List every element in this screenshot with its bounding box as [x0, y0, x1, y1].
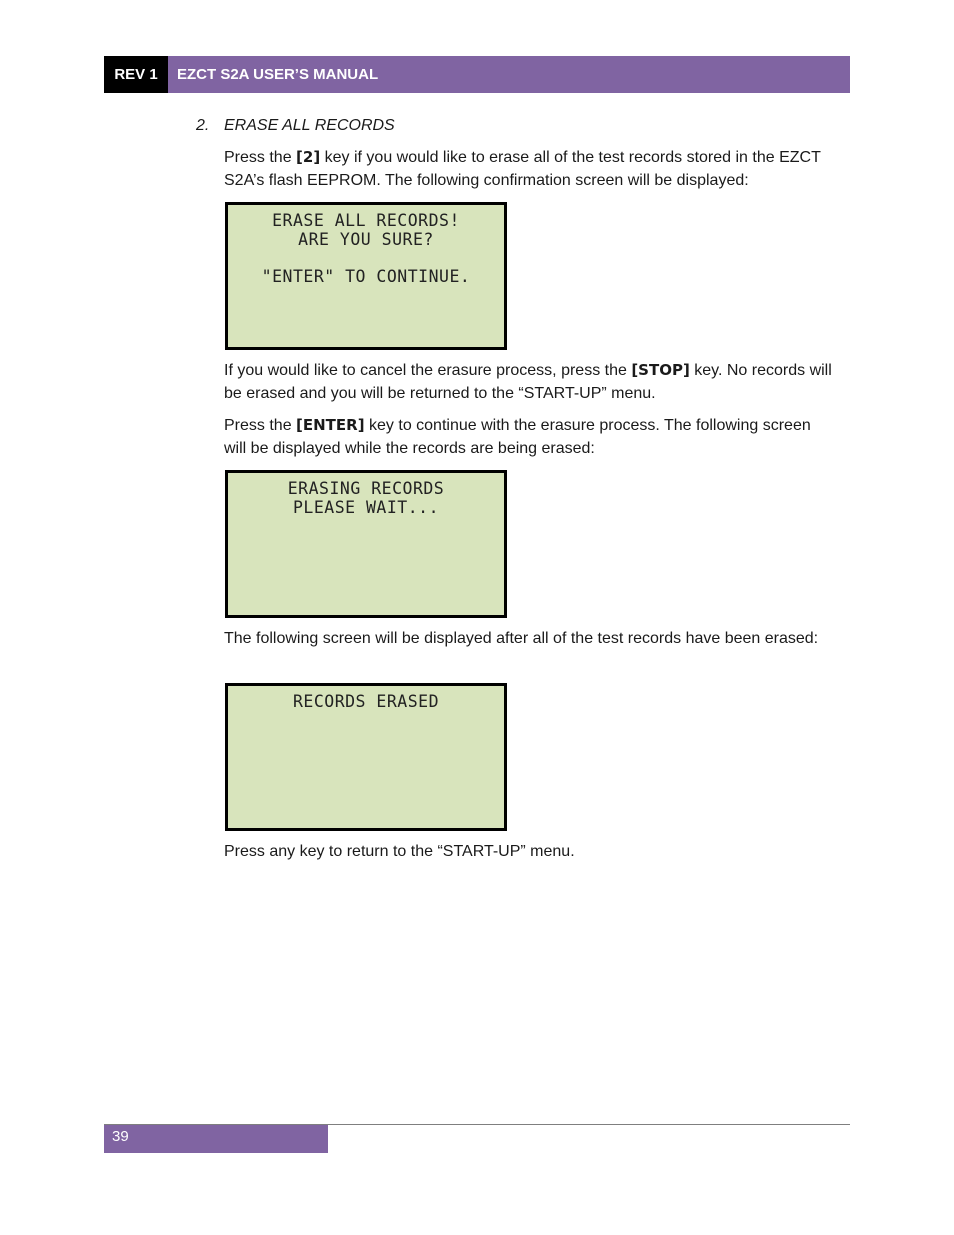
- text: key. No records will be erased and you will be returned to the “START-UP” menu.: [224, 362, 832, 402]
- manual-title: EZCT S2A USER’S MANUAL: [168, 56, 850, 93]
- page-header: [104, 56, 850, 93]
- lcd-screen-erased: [225, 683, 507, 831]
- key-label-enter: [ENTER]: [296, 416, 365, 434]
- lcd-line: ERASING RECORDS: [287, 479, 445, 498]
- lcd-screen-confirm: [225, 202, 507, 350]
- page-number: 39: [104, 1125, 328, 1153]
- text: Press the: [224, 417, 297, 434]
- text: key to continue with the erasure process. The following screen will be displayed while the records are being erased:: [224, 417, 811, 457]
- section-heading: [196, 114, 395, 137]
- lcd-line: ERASE ALL RECORDS!: [272, 211, 460, 230]
- key-label-stop: [STOP]: [631, 361, 690, 379]
- lcd-line: "ENTER" TO CONTINUE.: [261, 267, 471, 286]
- text: Press the: [224, 149, 297, 166]
- lcd-screen-erasing: [225, 470, 507, 618]
- text: key if you would like to erase all of the test records stored in the EZCT S2A’s flash EEPROM. The following confirmation screen will be displayed:: [224, 149, 821, 189]
- paragraph-cancel: [224, 359, 834, 405]
- paragraph-intro: [224, 146, 834, 192]
- paragraph-after-erase: The following screen will be displayed after all of the test records have been erased:: [224, 630, 819, 647]
- lcd-line: RECORDS ERASED: [292, 692, 440, 711]
- section-title: ERASE ALL RECORDS: [224, 117, 395, 134]
- lcd-line: ARE YOU SURE?: [298, 230, 434, 249]
- lcd-line: [228, 249, 504, 267]
- paragraph-return: Press any key to return to the “START-UP” menu.: [224, 843, 575, 860]
- revision-label: REV 1: [104, 56, 168, 93]
- text: If you would like to cancel the erasure process, press the: [224, 362, 632, 379]
- section-number: 2.: [196, 117, 210, 134]
- lcd-line: PLEASE WAIT...: [292, 498, 440, 517]
- paragraph-continue: [224, 414, 834, 460]
- key-label-2: [2]: [296, 148, 321, 166]
